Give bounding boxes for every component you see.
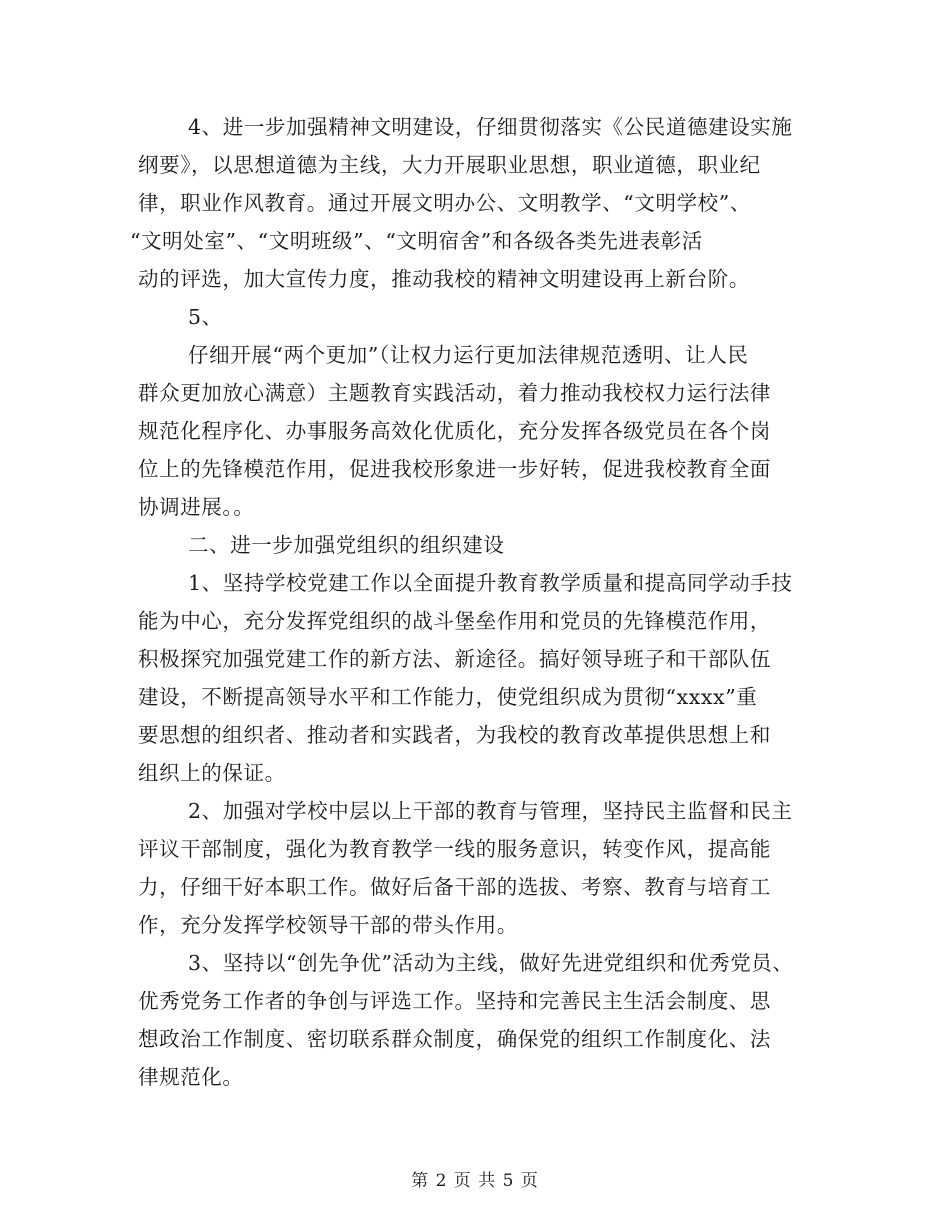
section2-item1-line-2: 能为中心，充分发挥党组织的战斗堡垒作用和党员的先锋模范作用，	[138, 609, 771, 633]
paragraph-4-line-5: 动的评选，加大宣传力度，推动我校的精神文明建设再上新台阶。	[138, 267, 750, 291]
section2-item2-line-3: 力，仔细干好本职工作。做好后备干部的选拔、考察、教育与培育工	[138, 875, 771, 899]
paragraph-5-line-4: 位上的先锋模范作用，促进我校形象进一步好转，促进我校教育全面	[138, 457, 771, 481]
paragraph-5-line-5: 协调进展。。	[138, 495, 255, 519]
section2-item3-line-2: 优秀党务工作者的争创与评选工作。坚持和完善民主生活会制度、思	[138, 989, 771, 1013]
paragraph-5-line-1: 仔细开展“两个更加”（让权力运行更加法律规范透明、让人民	[188, 343, 749, 367]
section2-item1-line-3: 积极探究加强党建工作的新方法、新途径。搞好领导班子和干部队伍	[138, 647, 771, 671]
section2-item1-line-5: 要思想的组织者、推动者和实践者，为我校的教育改革提供思想上和	[138, 723, 771, 747]
item-5-number: 5、	[188, 305, 223, 329]
section2-item3-line-3: 想政治工作制度、密切联系群众制度，确保党的组织工作制度化、法	[138, 1027, 771, 1051]
section2-item2-line-4: 作，充分发挥学校领导干部的带头作用。	[138, 913, 518, 937]
paragraph-5-line-2: 群众更加放心满意）主题教育实践活动，着力推动我校权力运行法律	[138, 381, 771, 405]
section2-item1-line-1: 1、坚持学校党建工作以全面提升教育教学质量和提高同学动手技	[188, 571, 793, 595]
section2-item1-line-4: 建设，不断提高领导水平和工作能力，使党组织成为贯彻“xxxx”重	[138, 685, 758, 709]
paragraph-4-line-1: 4、进一步加强精神文明建设，仔细贯彻落实《公民道德建设实施	[188, 115, 793, 139]
paragraph-4-line-4: “文明处室”、“文明班级”、“文明宿舍”和各级各类先进表彰活	[130, 229, 703, 253]
paragraph-4-line-3: 律，职业作风教育。通过开展文明办公、文明教学、“文明学校”、	[138, 191, 751, 215]
paragraph-4-line-2: 纲要》，以思想道德为主线，大力开展职业思想，职业道德，职业纪	[138, 153, 761, 177]
section2-item3-line-4: 律规范化。	[138, 1065, 244, 1089]
section-heading-2: 二、进一步加强党组织的组织建设	[188, 533, 505, 557]
section2-item2-line-1: 2、加强对学校中层以上干部的教育与管理，坚持民主监督和民主	[188, 799, 793, 823]
section2-item2-line-2: 评议干部制度，强化为教育教学一线的服务意识，转变作风，提高能	[138, 837, 771, 861]
paragraph-5-line-3: 规范化程序化、办事服务高效化优质化，充分发挥各级党员在各个岗	[138, 419, 771, 443]
section2-item3-line-1: 3、坚持以“创先争优”活动为主线，做好先进党组织和优秀党员、	[188, 951, 794, 975]
page-number-footer: 第 2 页 共 5 页	[411, 1171, 539, 1191]
section2-item1-line-6: 组织上的保证。	[138, 761, 286, 785]
